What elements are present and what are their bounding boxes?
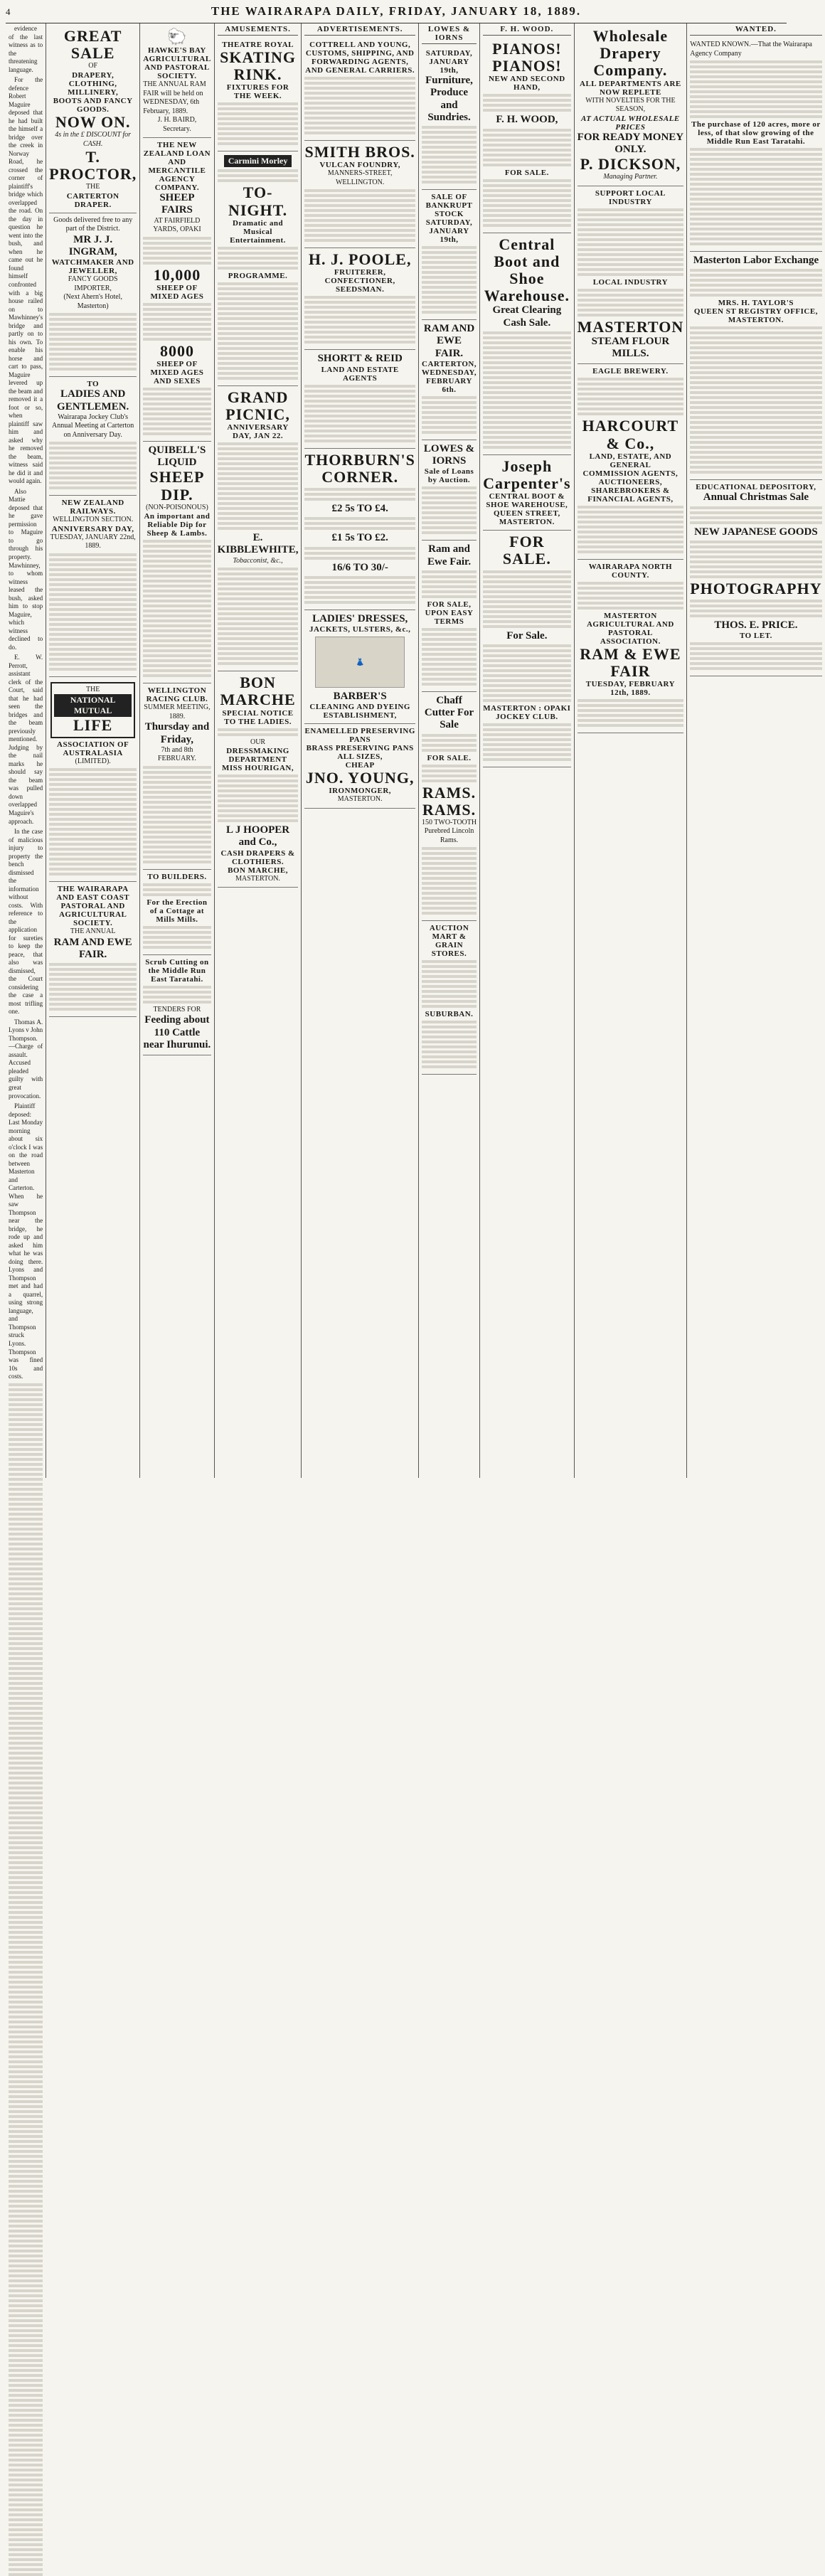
ad-line: PROGRAMME.: [228, 271, 288, 280]
ad-line: AT FAIRFIELD YARDS, OPAKI: [153, 216, 201, 233]
ad-line: (NON-POISONOUS): [146, 503, 208, 511]
ad-line: For the Erection of a Cottage at Mills Mills.: [147, 898, 208, 924]
ad-hj-poole: [304, 248, 415, 350]
article-paragraph: evidence of the last witness as to the threatening language.: [9, 25, 43, 73]
ad-grand-picnic: [218, 386, 299, 671]
ad-line: AUCTIONEERS,: [598, 477, 663, 486]
ad-ram-ewe-fair-2: [422, 541, 477, 692]
column-2-ads: [46, 23, 140, 1478]
ad-harcourt: [578, 364, 684, 559]
ad-line: DRAPERY, CLOTHING,: [68, 70, 117, 88]
ad-line: SHAREBROKERS & FINANCIAL AGENTS,: [587, 486, 674, 504]
ad-headline: BARBER'S: [333, 691, 387, 702]
ad-headline: COTTRELL AND YOUNG,: [309, 41, 411, 49]
ad-furniture-sale: [422, 46, 477, 190]
ad-wanted-known: [690, 38, 821, 252]
ad-line: Goods delivered free to any part of the District.: [53, 215, 133, 233]
ad-line: CARTERTON, WEDNESDAY, FEBRUARY 6th.: [421, 359, 477, 394]
ad-quibells-sheep-dip: [143, 442, 211, 683]
ad-headline: SHEEP DIP.: [149, 468, 205, 504]
ad-line: MANNERS-STREET, WELLINGTON.: [327, 169, 393, 186]
ad-headline: THOS. E. PRICE.: [714, 619, 798, 631]
ad-line: EAGLE BREWERY.: [592, 367, 669, 376]
ad-headline: E. KIBBLEWHITE,: [217, 532, 299, 556]
column-5-advertisements: [302, 23, 418, 1478]
ad-headline: NATIONAL MUTUAL: [54, 694, 132, 717]
ad-headline: MR J. J. INGRAM,: [68, 233, 117, 258]
ad-price: £2 5s TO £4.: [331, 503, 388, 514]
ad-line: ALL SIZES,: [337, 752, 383, 762]
ad-headline: MASTERTON: [577, 317, 684, 336]
ad-line: SPECIAL NOTICE TO THE LADIES.: [222, 708, 294, 726]
ad-headline: Feeding about 110 Cattle near Ihurunui.: [143, 1014, 211, 1050]
ad-headline: LADIES AND GENTLEMEN.: [57, 388, 129, 413]
ad-line: Wairarapa Jockey Club's Annual Meeting at Carterton on Anniversary Day.: [52, 413, 134, 439]
body-text-lines: [9, 1383, 43, 2576]
ad-line: SUMMER MEETING, 1889.: [144, 703, 211, 720]
ad-headline: RAMS. RAMS.: [422, 783, 477, 819]
ad-headline: FOR READY MONEY ONLY.: [577, 131, 684, 155]
ad-line: FANCY GOODS IMPORTER,: [68, 275, 118, 292]
ad-headline: ENAMELLED PRESERVING PANS: [304, 727, 415, 745]
ad-carmini-morley: [218, 151, 299, 385]
ad-headline: WELLINGTON RACING CLUB.: [146, 686, 208, 704]
ad-line: AND GENERAL CARRIERS.: [305, 66, 415, 75]
ad-line: HAWKE'S BAY AGRICULTURAL: [143, 46, 211, 63]
article-paragraph: In the case of malicious injury to property the bench dismissed the information without costs. With reference to the application for sureties to keep the peace, that also was dismissed, the Court considering the case a most trifling one.: [9, 828, 43, 1016]
ad-preserving-pans: [304, 724, 415, 809]
ad-chaff-cutter: [422, 692, 477, 922]
ad-line: THE: [85, 685, 100, 693]
ad-line: CHEAP: [345, 761, 375, 770]
ad-line: THE ANNUAL RAM FAIR will be held on WEDNESDAY, 6th February, 1889.: [143, 80, 206, 115]
ad-sheep-fairs: [143, 138, 211, 442]
ad-to-builders: [143, 870, 211, 955]
ad-line: LAND, ESTATE, AND GENERAL: [589, 452, 672, 469]
ad-headline: HARCOURT & Co.,: [582, 417, 679, 452]
ad-headline: THORBURN'S: [304, 450, 415, 469]
ad-headline: The purchase of 120 acres, more or less, of that slow growing of the Middle Run East Taratahi.: [691, 120, 821, 146]
ad-line: SATURDAY, JANUARY 19th,: [425, 218, 473, 244]
ad-line: WITH NOVELTIES FOR THE SEASON,: [585, 96, 676, 114]
ad-line: TENDERS FOR: [153, 1005, 201, 1013]
ad-scrub-cutting-tender: [143, 955, 211, 1055]
ad-line: An important and Reliable Dip for Sheep & Lambs.: [144, 512, 211, 538]
ad-headline: SHORTT & REID: [317, 353, 403, 365]
ad-headline: TO-NIGHT.: [228, 183, 288, 219]
ad-headline: PIANOS! PIANOS!: [492, 40, 562, 75]
ad-auction-mart: [422, 921, 477, 1075]
column-6-lowes-iorns: [419, 23, 480, 1478]
ad-line: AND PASTORAL SOCIETY.: [144, 63, 210, 80]
ad-for-sale: [483, 531, 570, 767]
ad-headline: STEAM FLOUR MILLS.: [591, 335, 670, 360]
ad-line: FRUITERER, CONFECTIONER,: [324, 268, 395, 286]
ad-headline: Great Clearing Cash Sale.: [492, 304, 562, 329]
ad-headline: RAM AND EWE FAIR.: [423, 323, 475, 359]
ad-headline: SALE OF BANKRUPT STOCK: [425, 193, 473, 218]
ad-headline: SHEEP FAIRS: [159, 192, 195, 216]
page-number: 4: [6, 6, 11, 17]
ad-thorburns-corner: [304, 449, 415, 610]
ad-barbers-dyeing: [304, 610, 415, 725]
article-paragraph: Also Mattie deposed that he gave permission to Maguire to go through his property. Mawhinney, to whom witness leased the bush, asked him to stop Maguire, which witness declined to do.: [9, 487, 43, 651]
ad-headline: BRASS PRESERVING PANS: [306, 744, 414, 753]
ad-line: LAND AND ESTATE AGENTS: [321, 365, 399, 383]
ad-bankrupt-stock: [422, 190, 477, 320]
ad-line: SATURDAY, JANUARY 19th,: [425, 49, 473, 75]
ad-number: 10,000: [153, 265, 201, 284]
ad-line: QUEEN ST REGISTRY OFFICE,: [693, 307, 818, 316]
ad-price: £1 5s TO £2.: [331, 532, 388, 544]
ad-hawkes-bay-society: [143, 25, 211, 138]
article-paragraph: E. W. Perrott, assistant clerk of the Court, said that he had seen the bridges and the beam previously mentioned. Judging by the nail marks he should say the beam was pulled down overlapped Maguire's approach.: [9, 654, 43, 825]
ad-headline: SKATING RINK.: [220, 48, 296, 84]
ad-line: MASTERTON.: [728, 316, 784, 325]
dress-illustration: 👗: [315, 637, 405, 688]
ad-skating-rink: [218, 38, 299, 151]
ad-line: Tobacconist, &c.,: [233, 556, 283, 565]
ad-line: QUEEN STREET, MASTERTON.: [494, 509, 560, 527]
ad-support-local-industry: [578, 186, 684, 365]
ad-line: DRESSMAKING DEPARTMENT: [226, 747, 289, 764]
ad-line: BOOTS AND FANCY GOODS.: [53, 96, 133, 114]
ad-headline: AUCTION MART & GRAIN STORES.: [429, 924, 469, 959]
ad-line: MRS. H. TAYLOR'S: [718, 299, 794, 308]
ad-headline: GREAT SALE: [63, 27, 122, 63]
ad-line: BON MARCHE,: [228, 866, 289, 875]
ad-headline: NOW ON.: [55, 112, 131, 131]
ad-line: CENTRAL BOOT & SHOE WAREHOUSE,: [486, 492, 568, 510]
ad-line: TO LET.: [739, 632, 772, 641]
ad-line: SEEDSMAN.: [335, 285, 385, 294]
ad-labor-exchange: [690, 252, 821, 480]
ad-pastoral-society: [49, 882, 137, 1017]
ad-line: Dramatic and Musical Entertainment.: [230, 218, 286, 245]
ad-line: MASTERTON.: [337, 795, 383, 804]
ad-line: FIXTURES FOR THE WEEK.: [226, 83, 289, 101]
ad-loans-auction: [422, 440, 477, 541]
ad-headline: CORNER.: [321, 467, 399, 486]
ad-line: ANNIVERSARY DAY, JAN 22.: [227, 423, 289, 441]
ad-headline: Ram and Ewe Fair.: [427, 543, 472, 568]
ad-central-boot-shoe: [483, 233, 570, 455]
ad-headline: RAM & EWE FAIR: [580, 644, 681, 680]
ad-headline: NEW JAPANESE GOODS: [694, 526, 818, 538]
column-heading: LOWES & IORNS: [422, 25, 477, 44]
ad-line: OUR: [250, 738, 266, 746]
ad-line: TUESDAY, JANUARY 22nd, 1889.: [50, 533, 136, 550]
ad-line: JACKETS, ULSTERS, &c.,: [309, 625, 411, 634]
ad-headline: SUPPORT LOCAL INDUSTRY: [595, 188, 666, 206]
ad-headline: RAM AND EWE FAIR.: [53, 936, 132, 960]
ad-headline: TO BUILDERS.: [147, 872, 207, 881]
ad-nz-railways: [49, 496, 137, 677]
ad-headline: H. J. POOLE,: [308, 250, 412, 269]
ad-headline: Chaff Cutter For Sale: [424, 694, 474, 731]
ad-headline: SMITH BROS.: [304, 143, 415, 161]
ad-headline: LOWES & IORNS: [423, 442, 475, 467]
ad-line: THE ANNUAL: [70, 927, 116, 936]
ad-line: (Next Ahern's Hotel, Masterton): [63, 293, 122, 310]
ad-headline: T. PROCTOR,: [49, 148, 137, 183]
column-1-news: [6, 23, 46, 1478]
ad-headline: BON MARCHE: [220, 674, 296, 709]
ad-line: Managing Partner.: [603, 173, 658, 181]
ad-wellington-racing-club: [143, 683, 211, 870]
ad-headline: L J HOOPER and Co.,: [225, 824, 290, 848]
ad-line: WANTED KNOWN.—That the Wairarapa Agency Company: [690, 41, 812, 58]
ad-line: CUSTOMS, SHIPPING, AND FORWARDING AGENTS,: [305, 49, 415, 66]
article-paragraph: Thomas A. Lyons v John Thompson.—Charge of assault. Accused pleaded guilty with great provocation.: [9, 1018, 43, 1100]
column-8-wholesale: [575, 23, 688, 1478]
ad-headline: For Sale.: [506, 629, 548, 642]
ad-line: NEW AND SECOND HAND,: [489, 75, 565, 92]
ad-headline: Masterton Labor Exchange: [693, 255, 819, 266]
column-7-fh-wood: [480, 23, 574, 1478]
ad-line: CARTERTON DRAPER.: [66, 191, 119, 209]
ad-headline: PHOTOGRAPHY: [690, 579, 822, 597]
ad-headline: Central Boot and Shoe Warehouse.: [484, 235, 570, 305]
ad-headline: Annual Christmas Sale: [703, 491, 809, 504]
ad-line: MISS HOURIGAN,: [221, 764, 294, 772]
column-9-wanted: [687, 23, 824, 1478]
ad-price: 16/6 TO 30/-: [331, 561, 388, 573]
ad-headline: Furniture, Produce and Sundries.: [425, 75, 473, 123]
ad-smith-bros: [304, 141, 415, 248]
ad-masterton-ap-association: [578, 560, 684, 733]
ad-headline: JNO. YOUNG,: [305, 769, 415, 787]
ad-great-sale: [49, 25, 137, 213]
ad-line: MASTERTON : OPAKI JOCKEY CLUB.: [483, 703, 571, 721]
ad-line: SUBURBAN.: [425, 1010, 474, 1019]
column-heading: AMUSEMENTS.: [218, 25, 299, 36]
column-heading: ADVERTISEMENTS.: [304, 25, 415, 36]
ad-headline: F. H. WOOD,: [496, 114, 558, 126]
ad-national-mutual-life: [49, 677, 137, 882]
ad-line: (LIMITED).: [75, 757, 111, 765]
ad-line: FOR SALE.: [504, 168, 549, 177]
article-paragraph: Plaintiff deposed: Last Monday morning about six o'clock I was on the road between Masterton and Carterton. When he saw Thompson near the bridge, he rode up and asked him what he was doing there. Lyons and Thompson met and had a quarrel, using strong language, and Thompson struck Lyons. Thompson was fined 10s and costs.: [9, 1102, 43, 1380]
ad-line: FOR SALE, UPON EASY TERMS: [425, 600, 474, 626]
ad-shortt-reid: [304, 350, 415, 448]
ad-joseph-carpenter: [483, 455, 570, 531]
ad-line: MASTERTON.: [235, 874, 280, 883]
ad-headline: Scrub Cutting on the Middle Run East Taratahi.: [145, 957, 209, 984]
ad-line: J. H. BAIRD, Secretary.: [157, 116, 197, 133]
ad-line: Sale of Loans by Auction.: [424, 467, 474, 485]
ad-cottrell-young: [304, 38, 415, 141]
ad-line: OF: [88, 62, 98, 70]
ad-line: WATCHMAKER AND JEWELLER,: [51, 258, 134, 276]
ad-line: FOR SALE.: [427, 753, 472, 762]
ad-line: SHEEP OF MIXED AGES: [150, 283, 204, 301]
ad-line: THEATRE ROYAL: [222, 41, 294, 49]
ad-headline: FOR SALE.: [502, 533, 551, 568]
ad-line: MASTERTON AGRICULTURAL AND PASTORAL ASSOCIATION.: [586, 611, 674, 646]
ad-headline: GRAND PICNIC,: [225, 388, 290, 423]
ad-educational-depository: [690, 480, 821, 676]
ad-line: WAIRARAPA NORTH COUNTY.: [588, 562, 673, 580]
ad-line: THE: [85, 183, 100, 191]
ad-headline: LIFE: [73, 716, 113, 735]
ad-line: 7th and 8th FEBRUARY.: [157, 745, 196, 763]
ad-wholesale-drapery: [578, 25, 684, 186]
ad-line: THE WAIRARAPA AND EAST COAST PASTORAL AND AGRICULTURAL SOCIETY.: [56, 885, 130, 928]
ad-line: LOCAL INDUSTRY: [592, 277, 669, 287]
ad-line: TO: [87, 380, 100, 389]
column-heading: WANTED.: [690, 25, 821, 36]
newspaper-title: THE WAIRARAPA DAILY, FRIDAY, JANUARY 18, 1889.: [211, 4, 582, 18]
ad-line: 150 TWO-TOOTH Purebred Lincoln Rams.: [421, 818, 477, 844]
ad-line: THE NEW ZEALAND LOAN AND MERCANTILE AGENCY COMPANY.: [143, 141, 211, 192]
ad-line: EDUCATIONAL DEPOSITORY,: [696, 483, 816, 492]
ad-line: CLEANING AND DYEING ESTABLISHMENT,: [309, 703, 410, 720]
column-4-amusements: [215, 23, 302, 1478]
ad-line: WELLINGTON SECTION.: [53, 516, 134, 524]
ad-line: CASH DRAPERS & CLOTHIERS.: [220, 848, 295, 866]
ad-headline: NEW ZEALAND RAILWAYS.: [61, 499, 124, 516]
ad-headline: Carmini Morley: [224, 155, 292, 167]
ad-bon-marche: [218, 671, 299, 888]
ad-line: SHEEP OF MIXED AGES AND SEXES: [150, 359, 204, 385]
ad-headline: LADIES' DRESSES,: [312, 612, 408, 624]
ad-line: 4s in the £ DISCOUNT for CASH.: [55, 131, 132, 148]
ad-headline: Wholesale Drapery Company.: [592, 27, 669, 80]
masthead: [6, 4, 787, 23]
ad-line: TUESDAY, FEBRUARY 12th, 1889.: [585, 680, 676, 698]
ad-ladies-gentlemen: [49, 377, 137, 496]
ad-line: MILLINERY,: [68, 87, 119, 97]
ad-line: ANNIVERSARY DAY,: [51, 524, 134, 533]
ad-line: ALL DEPARTMENTS ARE NOW REPLETE: [580, 79, 681, 97]
ad-headline: Joseph Carpenter's: [483, 457, 571, 493]
ad-pianos: [483, 38, 570, 233]
ad-headline: Thursday and Friday,: [144, 721, 210, 745]
ad-line: AT ACTUAL WHOLESALE PRICES: [581, 114, 680, 132]
ad-number: 8000: [159, 341, 194, 360]
ad-headline: P. DICKSON,: [580, 155, 681, 174]
ad-line: IRONMONGER,: [329, 787, 392, 796]
column-heading: F. H. WOOD.: [483, 25, 570, 36]
column-3-ads: [140, 23, 214, 1478]
ad-line: ASSOCIATION OF AUSTRALASIA: [57, 740, 129, 757]
ad-line: VULCAN FOUNDRY,: [319, 161, 400, 170]
sheep-icon: 🐑: [167, 28, 187, 46]
ad-headline: QUIBELL'S LIQUID: [148, 444, 206, 469]
ad-ingram-jeweller: [49, 213, 137, 378]
ad-line: COMMISSION AGENTS,: [582, 469, 678, 478]
ad-ram-ewe-fair: [422, 320, 477, 440]
article-paragraph: For the defence Robert Maguire deposed that he had built the himself a bridge over the creek in Norway Road, he crossed the corner of plaintiff's bridge which overlapped the road. On the day in question he went into the bush, and when he came out he found himself confronted with a big house railed on to Mawhinney's bridge and partly on to his own. To enable his horse and cart to pass, Maguire levered up the beam and removed it a foot or so, when plaintiff saw him and asked why he removed the beam, witness said he did it and would again.: [9, 76, 43, 485]
news-article: [9, 25, 43, 1381]
